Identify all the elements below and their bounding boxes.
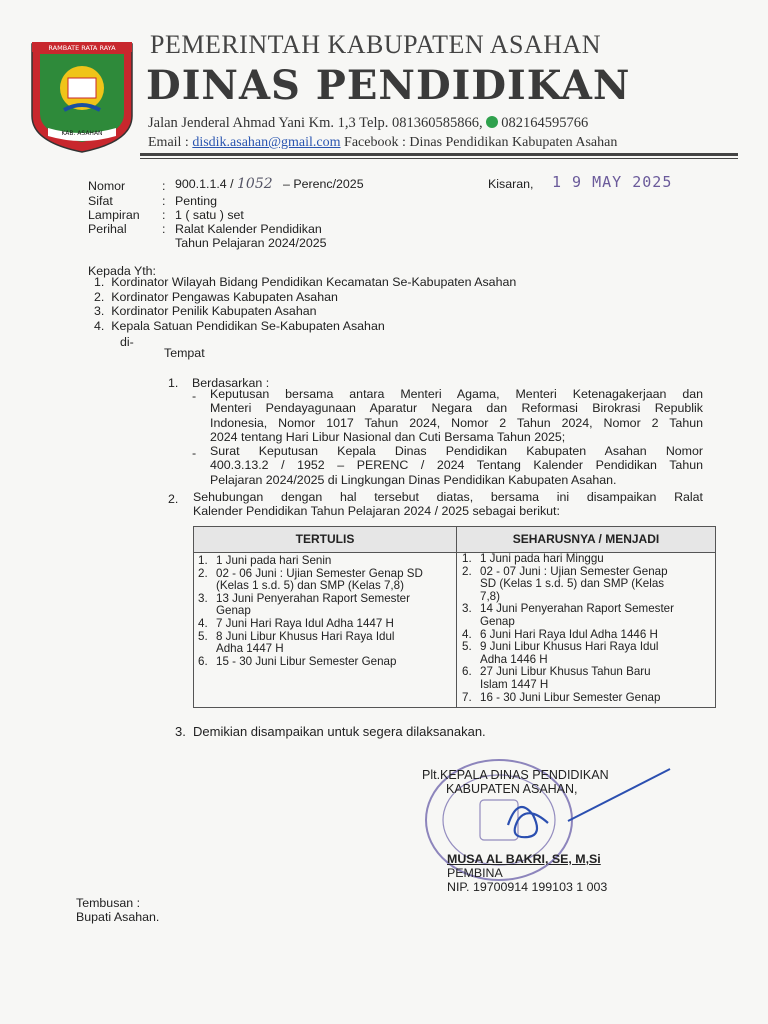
- point-1-number: 1.: [168, 376, 179, 390]
- tempat-text: Tempat: [164, 346, 205, 360]
- table-item-number: 3.: [198, 591, 208, 605]
- table-item-line: Adha 1446 H: [480, 652, 548, 666]
- colon: :: [162, 208, 166, 222]
- signatory-title-1: Plt.KEPALA DINAS PENDIDIKAN: [422, 768, 609, 782]
- table-item-number: 4.: [462, 627, 472, 641]
- table-item: [458, 603, 710, 628]
- lampiran-value: 1 ( satu ) set: [175, 208, 244, 222]
- nomor-label: Nomor: [88, 179, 126, 193]
- table-item: [194, 631, 452, 656]
- facebook-text: Facebook : Dinas Pendidikan Kabupaten Asahan: [344, 135, 618, 150]
- agency-name: DINAS PENDIDIKAN: [146, 62, 631, 109]
- table-item: [458, 553, 710, 566]
- cc-item: Bupati Asahan.: [76, 910, 160, 924]
- svg-text:KAB. ASAHAN: KAB. ASAHAN: [61, 130, 103, 137]
- table-item-number: 5.: [462, 640, 472, 654]
- table-item-line: 1 Juni pada hari Minggu: [480, 552, 604, 565]
- table-column-divider: [456, 527, 457, 707]
- table-item-number: 4.: [198, 616, 208, 630]
- table-item: [458, 566, 710, 604]
- nomor-value: [175, 176, 364, 192]
- closing-text: Demikian disampaikan untuk segera dilaksanakan.: [193, 724, 486, 739]
- table-item-line: 6 Juni Hari Raya Idul Adha 1446 H: [480, 627, 658, 641]
- table-item: [194, 656, 452, 669]
- nomor-prefix: 900.1.1.4 /: [175, 177, 234, 191]
- colon: :: [162, 222, 166, 236]
- table-item-number: 2.: [198, 566, 208, 580]
- perihal-line-2: Tahun Pelajaran 2024/2025: [175, 236, 327, 250]
- table-item-line: 02 - 07 Juni : Ujian Semester Genap: [480, 564, 668, 578]
- menjadi-column: [458, 553, 710, 704]
- address-text: Jalan Jenderal Ahmad Yani Km. 1,3 Telp. 081360585866,: [148, 115, 483, 131]
- table-item-number: 7.: [462, 690, 472, 704]
- signatory-nip: NIP. 19700914 199103 1 003: [447, 880, 608, 894]
- recipient-item: 3. Kordinator Penilik Kabupaten Asahan: [94, 304, 317, 318]
- table-item-number: 3.: [462, 602, 472, 616]
- email-label: Email :: [148, 135, 189, 150]
- table-item: [458, 641, 710, 666]
- recipient-item: 2. Kordinator Pengawas Kabupaten Asahan: [94, 289, 338, 304]
- svg-text:RAMBATE RATA RAYA: RAMBATE RATA RAYA: [48, 44, 116, 52]
- table-item-line: 1 Juni pada hari Senin: [216, 554, 332, 567]
- table-item-line: 13 Juni Penyerahan Raport Semester: [216, 591, 410, 605]
- table-item-number: 1.: [198, 554, 208, 567]
- dash: -: [192, 446, 197, 460]
- colon: :: [162, 179, 166, 193]
- whatsapp-number: 082164595766: [501, 115, 589, 131]
- cc-label: Tembusan :: [76, 896, 141, 910]
- whatsapp-icon: [486, 116, 498, 128]
- table-item: [458, 692, 710, 705]
- table-item-line: Genap: [216, 604, 251, 618]
- place: Kisaran,: [488, 177, 534, 191]
- table-item: [194, 618, 452, 631]
- sifat-value: Penting: [175, 194, 218, 208]
- table-item: [194, 555, 452, 568]
- table-item-line: 14 Juni Penyerahan Raport Semester: [480, 602, 674, 616]
- government-name: PEMERINTAH KABUPATEN ASAHAN: [150, 30, 602, 59]
- table-item-number: 5.: [198, 629, 208, 643]
- table-item: [194, 593, 452, 618]
- dash: -: [192, 389, 197, 403]
- email-link[interactable]: disdik.asahan@gmail.com: [192, 135, 341, 150]
- table-item-number: 2.: [462, 564, 472, 578]
- table-item-line: Islam 1447 H: [480, 677, 549, 691]
- correction-table: [193, 526, 716, 708]
- table-item-line: 27 Juni Libur Khusus Tahun Baru: [480, 665, 651, 679]
- nomor-suffix: – Perenc/2025: [282, 177, 364, 191]
- table-item-number: 6.: [462, 665, 472, 679]
- colon: :: [162, 194, 166, 208]
- recipients-list: [94, 275, 516, 333]
- recipient-item: 1. Kordinator Wilayah Bidang Pendidikan Kecamatan Se-Kabupaten Asahan: [94, 275, 517, 289]
- point-2-number: 2.: [168, 492, 179, 506]
- table-item-line: 16 - 30 Juni Libur Semester Genap: [480, 690, 661, 704]
- address-line: [148, 115, 588, 132]
- point-3-number: 3.: [175, 724, 186, 739]
- date-stamp: 1 9 MAY 2025: [552, 173, 673, 191]
- table-item-line: 9 Juni Libur Khusus Hari Raya Idul: [480, 640, 659, 654]
- table-header-tertulis: TERTULIS: [194, 527, 456, 553]
- asahan-regency-emblem: [28, 38, 136, 154]
- tertulis-column: [194, 555, 452, 668]
- table-item: [458, 666, 710, 691]
- recipient-item: 4. Kepala Satuan Pendidikan Se-Kabupaten Asahan: [94, 318, 385, 333]
- contact-line: [148, 135, 617, 151]
- di-text: di-: [120, 335, 134, 349]
- point-2-text: Sehubungan dengan hal tersebut diatas, bersama ini disampaikan Ralat Kalender Pendidikan Tahun Pelajaran 2024 / 2025 sebagai berikut:: [193, 490, 703, 519]
- lampiran-label: Lampiran: [88, 208, 140, 222]
- table-item-number: 6.: [198, 654, 208, 668]
- signatory-name: MUSA AL BAKRI, SE, M,Si: [447, 852, 601, 866]
- point-1a-text: Keputusan bersama antara Menteri Agama, Menteri Ketenagakerjaan dan Menteri Pendayagunaan Aparatur Negara dan Reformasi Birokrasi Republik Indonesia, Nomor 1017 Tahun 2024, Nomor 2 Tahun 2024, Nomor 2 Tahun 2024 tentang Hari Libur Nasional dan Cuti Bersama Tahun 2025;: [210, 387, 703, 444]
- sifat-label: Sifat: [88, 194, 113, 208]
- header-divider-thin: [140, 158, 738, 159]
- perihal-label: Perihal: [88, 222, 127, 236]
- signatory-rank: PEMBINA: [447, 866, 503, 880]
- table-item-line: SD (Kelas 1 s.d. 5) dan SMP (Kelas: [480, 577, 665, 591]
- table-item-line: 7 Juni Hari Raya Idul Adha 1447 H: [216, 616, 394, 630]
- perihal-line-1: Ralat Kalender Pendidikan: [175, 222, 322, 236]
- table-item-line: 02 - 06 Juni : Ujian Semester Genap SD: [216, 566, 423, 580]
- recipients-heading: Kepada Yth:: [88, 264, 156, 278]
- table-item-number: 1.: [462, 552, 472, 565]
- table-item: [194, 568, 452, 593]
- table-item-line: 15 - 30 Juni Libur Semester Genap: [216, 654, 397, 668]
- point-1-title: Berdasarkan :: [192, 376, 270, 390]
- signatory-title-2: KABUPATEN ASAHAN,: [446, 782, 578, 796]
- table-item-line: 7,8): [480, 589, 500, 603]
- table-item-line: Adha 1447 H: [216, 642, 284, 656]
- nomor-handwritten: 1052: [237, 176, 273, 192]
- table-item-line: 8 Juni Libur Khusus Hari Raya Idul: [216, 629, 395, 643]
- header-divider-thick: [140, 153, 738, 156]
- point-1b-text: Surat Keputusan Kepala Dinas Pendidikan Kabupaten Asahan Nomor 400.3.13.2 / 1952 – PERENC / 2024 Tentang Kalender Pendidikan Tahun Pelajaran 2024/2025 di Lingkungan Dinas Pendidikan Kabupaten Asahan.: [210, 444, 703, 487]
- handwritten-signature: [488, 765, 678, 855]
- table-item-line: Genap: [480, 614, 515, 628]
- table-item-line: (Kelas 1 s.d. 5) dan SMP (Kelas 7,8): [216, 579, 404, 593]
- table-header-menjadi: SEHARUSNYA / MENJADI: [457, 527, 715, 553]
